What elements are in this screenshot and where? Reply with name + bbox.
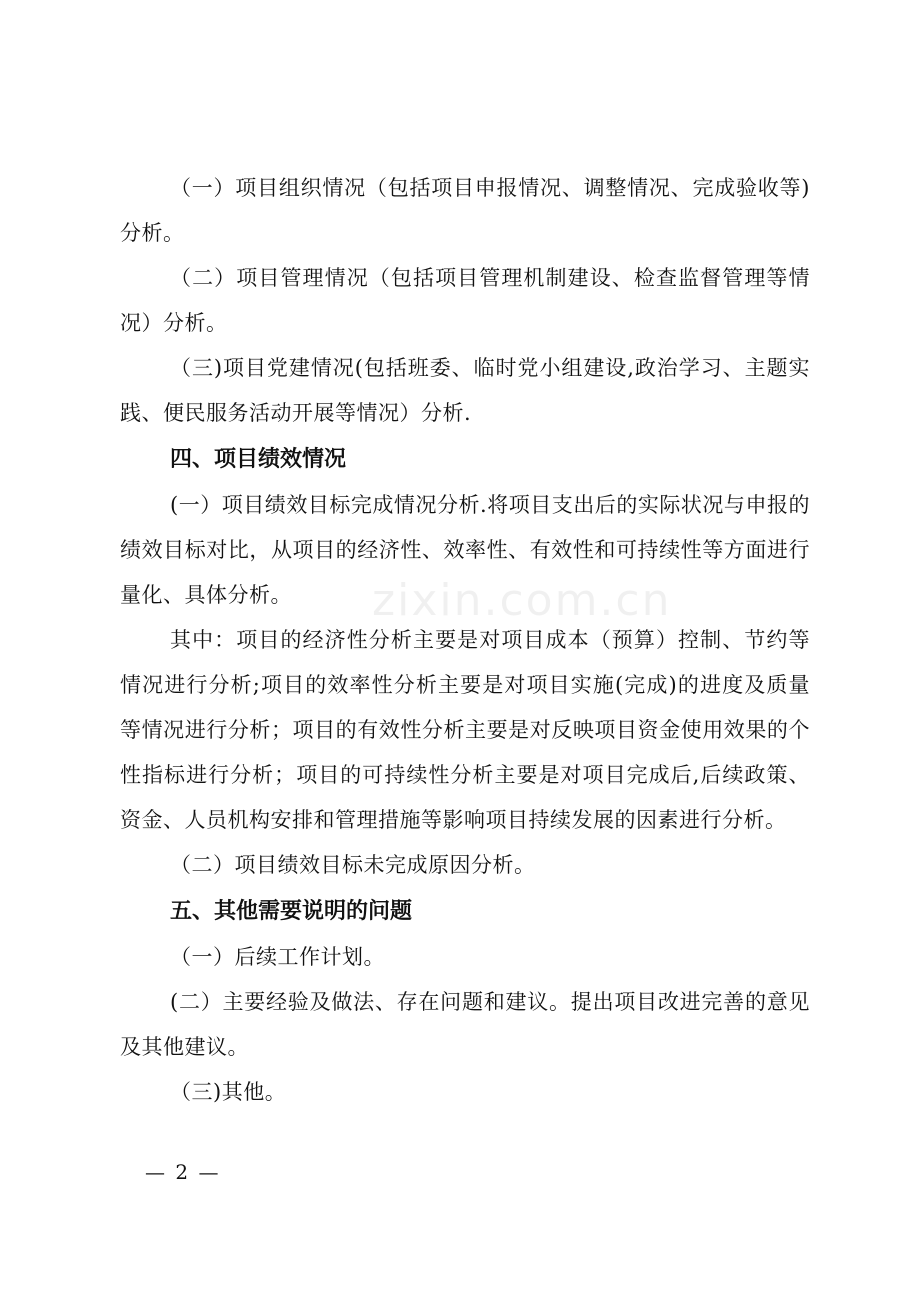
paragraph-other: （三)其他。 <box>170 1080 287 1104</box>
paragraph-experience-suggestions: (二）主要经验及做法、存在问题和建议。提出项目改进完善的意见及其他建议。 <box>120 990 810 1059</box>
document-body <box>120 166 810 1115</box>
paragraph-performance-analysis: (一）项目绩效目标完成情况分析.将项目支出后的实际状况与申报的绩效目标对比，从项目的经济性、效率性、有效性和可持续性等方面进行量化、具体分析。 <box>120 493 810 607</box>
paragraph-project-organization: （一）项目组织情况（包括项目申报情况、调整情况、完成验收等)分析。 <box>120 176 810 245</box>
paragraph-party-building: （三)项目党建情况(包括班委、临时党小组建设,政治学习、主题实践、便民服务活动开展等情况）分析. <box>120 356 810 425</box>
section-heading-performance: 四、项目绩效情况 <box>170 447 347 472</box>
paragraph-followup-plan: （一）后续工作计划。 <box>170 945 385 969</box>
page-number: — 2 — <box>145 1160 221 1184</box>
section-heading-other-issues: 五、其他需要说明的问题 <box>170 899 413 924</box>
watermark: zixin.com.cn <box>372 575 672 626</box>
paragraph-performance-details: 其中：项目的经济性分析主要是对项目成本（预算）控制、节约等情况进行分析;项目的效率性分析主要是对项目实施(完成)的进度及质量等情况进行分析；项目的有效性分析主要是对反映项目资金使用效果的个性指标进行分析；项目的可持续性分析主要是对项目完成后,后续政策、资金、人员机构安排和管理措施等影响项目持续发展的因素进行分析。 <box>120 628 810 832</box>
paragraph-unmet-goals: （二）项目绩效目标未完成原因分析。 <box>170 853 536 877</box>
paragraph-project-management: （二）项目管理情况（包括项目管理机制建设、检查监督管理等情况）分析。 <box>120 266 810 335</box>
